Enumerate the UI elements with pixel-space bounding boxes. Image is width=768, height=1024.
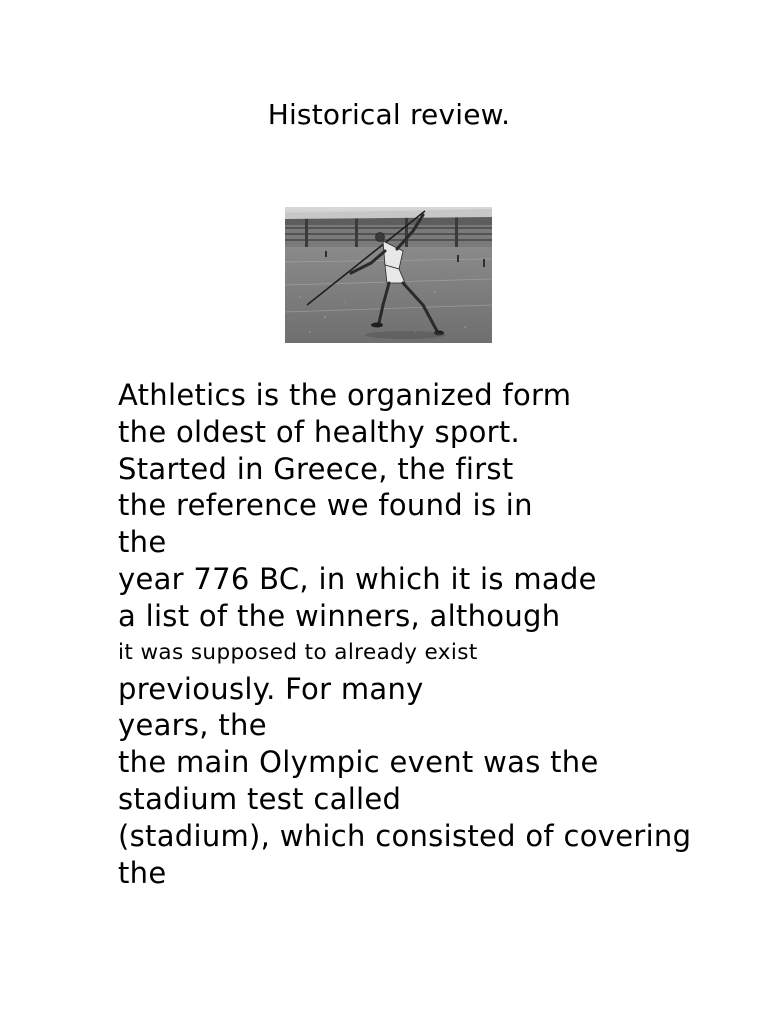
text-line: stadium test called xyxy=(118,781,402,816)
photo-illustration xyxy=(285,207,492,343)
text-line: the xyxy=(118,525,167,560)
text-line: year 776 BC, in which it is made xyxy=(118,561,597,596)
text-line: years, the xyxy=(118,708,267,743)
text-line: previously. For many xyxy=(118,671,424,706)
text-line: a list of the winners, although xyxy=(118,598,561,633)
text-line: the reference we found is in xyxy=(118,488,533,523)
text-line: the xyxy=(118,855,167,890)
text-line: Started in Greece, the first xyxy=(118,451,514,486)
page-title: Historical review. xyxy=(267,98,511,131)
text-line: (stadium), which consisted of covering xyxy=(118,818,692,853)
javelin-thrower-photo xyxy=(285,207,492,343)
text-line: the main Olympic event was the xyxy=(118,745,599,780)
text-line: the oldest of healthy sport. xyxy=(118,414,521,449)
body-text xyxy=(118,377,758,891)
text-line-small: it was supposed to already exist xyxy=(118,639,478,665)
text-line: Athletics is the organized form xyxy=(118,378,572,412)
